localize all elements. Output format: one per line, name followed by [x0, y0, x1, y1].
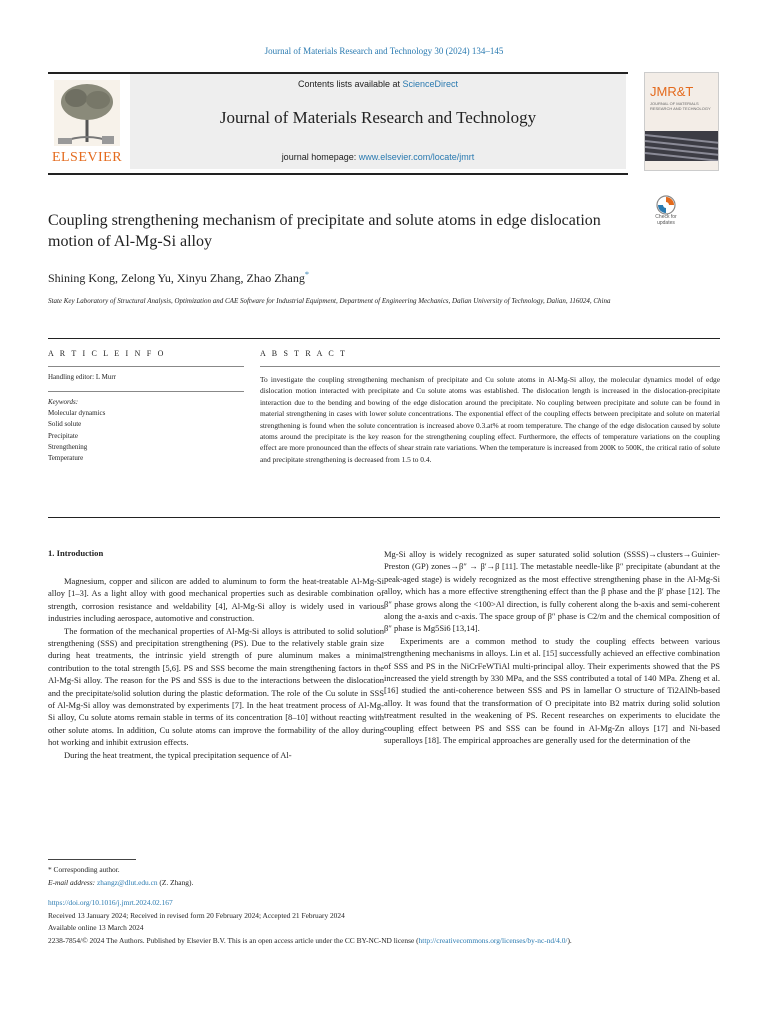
footnote-rule: [48, 859, 136, 860]
body-column-left: [48, 575, 384, 761]
journal-homepage-line: journal homepage: www.elsevier.com/locate/jmrt: [281, 152, 475, 162]
cover-subtitle: JOURNAL OF MATERIALS RESEARCH AND TECHNOLOGY: [650, 101, 711, 111]
article-info-heading: A R T I C L E I N F O: [48, 349, 166, 358]
keywords-label: Keywords:: [48, 398, 79, 406]
section-rule: [48, 517, 720, 518]
cover-title: JMR&T: [650, 84, 694, 99]
license-link[interactable]: http://creativecommons.org/licenses/by-nc-nd/4.0/: [418, 936, 568, 945]
section-rule: [48, 338, 720, 339]
paragraph: Magnesium, copper and silicon are added to aluminum to form the heat-treatable Al-Mg-Si alloy [1–3]. As a light alloy with good mechanical properties such as desirable combination of strength, corrosion resistance and weldability [4], Al-Mg-Si alloy is widely used in various industries including aerospace, automotive and construction.: [48, 576, 384, 624]
keywords-list: [48, 408, 105, 464]
available-online-date: Available online 13 March 2024: [48, 923, 144, 932]
contents-available-line: Contents lists available at ScienceDirect: [297, 79, 459, 89]
doi-link[interactable]: https://doi.org/10.1016/j.jmrt.2024.02.167: [48, 898, 173, 907]
introduction-heading: 1. Introduction: [48, 548, 104, 558]
keyword: Temperature: [48, 454, 84, 463]
corresponding-author-mark[interactable]: *: [304, 270, 310, 279]
check-for-updates-icon[interactable]: [652, 195, 680, 215]
paragraph: During the heat treatment, the typical precipitation sequence of Al-: [64, 749, 292, 760]
keyword: Solid solute: [48, 420, 82, 429]
paragraph: Experiments are a common method to study the coupling effects between various strengthening mechanisms in alloys. Lin et al. [15] successfully achieved an effective combination of SSS and PS in the NiCrFeWTiAl multi-principal alloy. Their experiments showed that the PS increased the yield strength by 330 MPa, and the SSS contributed a total of 140 MPa. Zheng et al. [16] studied the anti-coherence between SSS and PS in lamellar O structure of Ti2AlNb-based alloy. It was found that the transformation of O precipitate into B2 matrix during solid solution treatment resulted in the weakening of PS. Recent researches on experiments to elucidate the coupling effect between PS and SSS can be found in Al-Mg-Zn alloys [17] and Ni-based superalloys [18]. The empirical approaches are generally used for the determination of the: [384, 635, 720, 746]
body-column-right: [384, 548, 720, 747]
divider: [48, 366, 244, 367]
abstract-heading: A B S T R A C T: [260, 349, 348, 358]
received-dates: Received 13 January 2024; Received in revised form 20 February 2024; Accepted 21 February 2024: [48, 911, 345, 920]
corresponding-author-note: * Corresponding author.: [48, 865, 120, 874]
journal-reference[interactable]: Journal of Materials Research and Technology 30 (2024) 134–145: [264, 46, 504, 56]
publisher-name: ELSEVIER: [51, 150, 123, 165]
author-affiliation: State Key Laboratory of Structural Analysis, Optimization and CAE Software for Industrial Equipment, Department of Engineering Mechanics, Dalian University of Technology, Dalian, 116024, China: [48, 297, 611, 305]
abstract-text: To investigate the coupling strengthening mechanism of precipitate and Cu solute atoms in Al-Mg-Si alloy, the molecular dynamics model of edge dislocation motion interacted with precipitate and Cu solute atoms was established. The dislocation length is increased in the dislocation-precipitate interaction due to the bending and bowing of the edge dislocation around the precipitate. No coupling between precipitate and solute can be found in material strengthening in cases with lower solute concentrations. The exponential effect of the coupling effects between precipitate and solute on material strengthening is found when the solute concentration is increased above 0.3.at% at room temperature. The change of the edge dislocation caused by solute atoms around the precipitate is the key reason for the strengthening coupling effect. Furthermore, the effects of temperature variations on the coupling effect are more pronounced than the effects of shear strain rate variations. When the temperature is increased from 200K to 500K, the critical ratio of solute and precipitate strengthening is decreased from 1.5 to 0.4.: [260, 375, 720, 464]
article-title: Coupling strengthening mechanism of precipitate and solute atoms in edge dislocation motion of Al-Mg-Si alloy: [48, 212, 601, 250]
email-link[interactable]: zhangz@dlut.edu.cn: [97, 878, 158, 887]
homepage-link[interactable]: www.elsevier.com/locate/jmrt: [358, 152, 475, 162]
paragraph: The formation of the mechanical properties of Al-Mg-Si alloys is attributed to solid solution strengthening (SSS) and precipitation strengthening (PS). Due to the relatively stable grain size during heat treatments, the intrinsic yield strength of pure aluminum makes a minimal contribution to the total strength [5,6]. PS and SSS become the main strengthening factors in the Al-Mg-Si alloy. The reason for the PS and SSS is due to the interactions between the dislocation and the precipitate/solid solution during the plastic deformation. The role of the Cu solute in SSS of Al-Mg-Si alloy was demonstrated by experiments [7]. In the heat treatment process of Al-Mg-Si alloy, Cu solute atoms remain stable in terms of its concentration [8–10] without reacting with other solute atoms. In addition, Cu solute atoms can improve the formability of the alloy during hot working and inhibit extrusion effects.: [48, 625, 384, 748]
journal-title: Journal of Materials Research and Technology: [219, 108, 537, 127]
email-note: E-mail address: zhangz@dlut.edu.cn (Z. Zhang).: [48, 878, 194, 887]
keyword: Precipitate: [48, 431, 78, 440]
license-statement: 2238-7854/© 2024 The Authors. Published by Elsevier B.V. This is an open access article under the CC BY-NC-ND license (http://creativecommons.org/licenses/by-nc-nd/4.0/).: [48, 936, 572, 945]
keyword: Molecular dynamics: [48, 409, 106, 417]
handling-editor: Handling editor: L Murr: [48, 373, 116, 381]
author-list: Shining Kong, Zelong Yu, Xinyu Zhang, Zhao Zhang*: [48, 270, 310, 285]
sciencedirect-link[interactable]: ScienceDirect: [402, 79, 459, 89]
divider: [48, 391, 244, 392]
divider: [260, 366, 720, 367]
paragraph: Mg-Si alloy is widely recognized as super saturated solid solution (SSSS)→clusters→Guinier-Preston (GP) zones→β″ → β′→β [11]. The metastable needle-like β″ precipitate (abundant at the peak-aged stage) is widely recognized as the most effective strengthening phase in the Al-Mg-Si alloy, which has a more effective strengthening effect than the β phase and the β′ phase [12]. The β″ phase grows along the <100>Al direction, is fully coherent along the b-axis and semi-coherent along the a-axis and c-axis. The space group of β″ phase is C2/m and the chemical composition of β″ phase is Mg5Si6 [13,14].: [384, 549, 720, 634]
check-for-updates-label[interactable]: Check for updates: [655, 214, 677, 226]
keyword: Strengthening: [48, 442, 88, 451]
